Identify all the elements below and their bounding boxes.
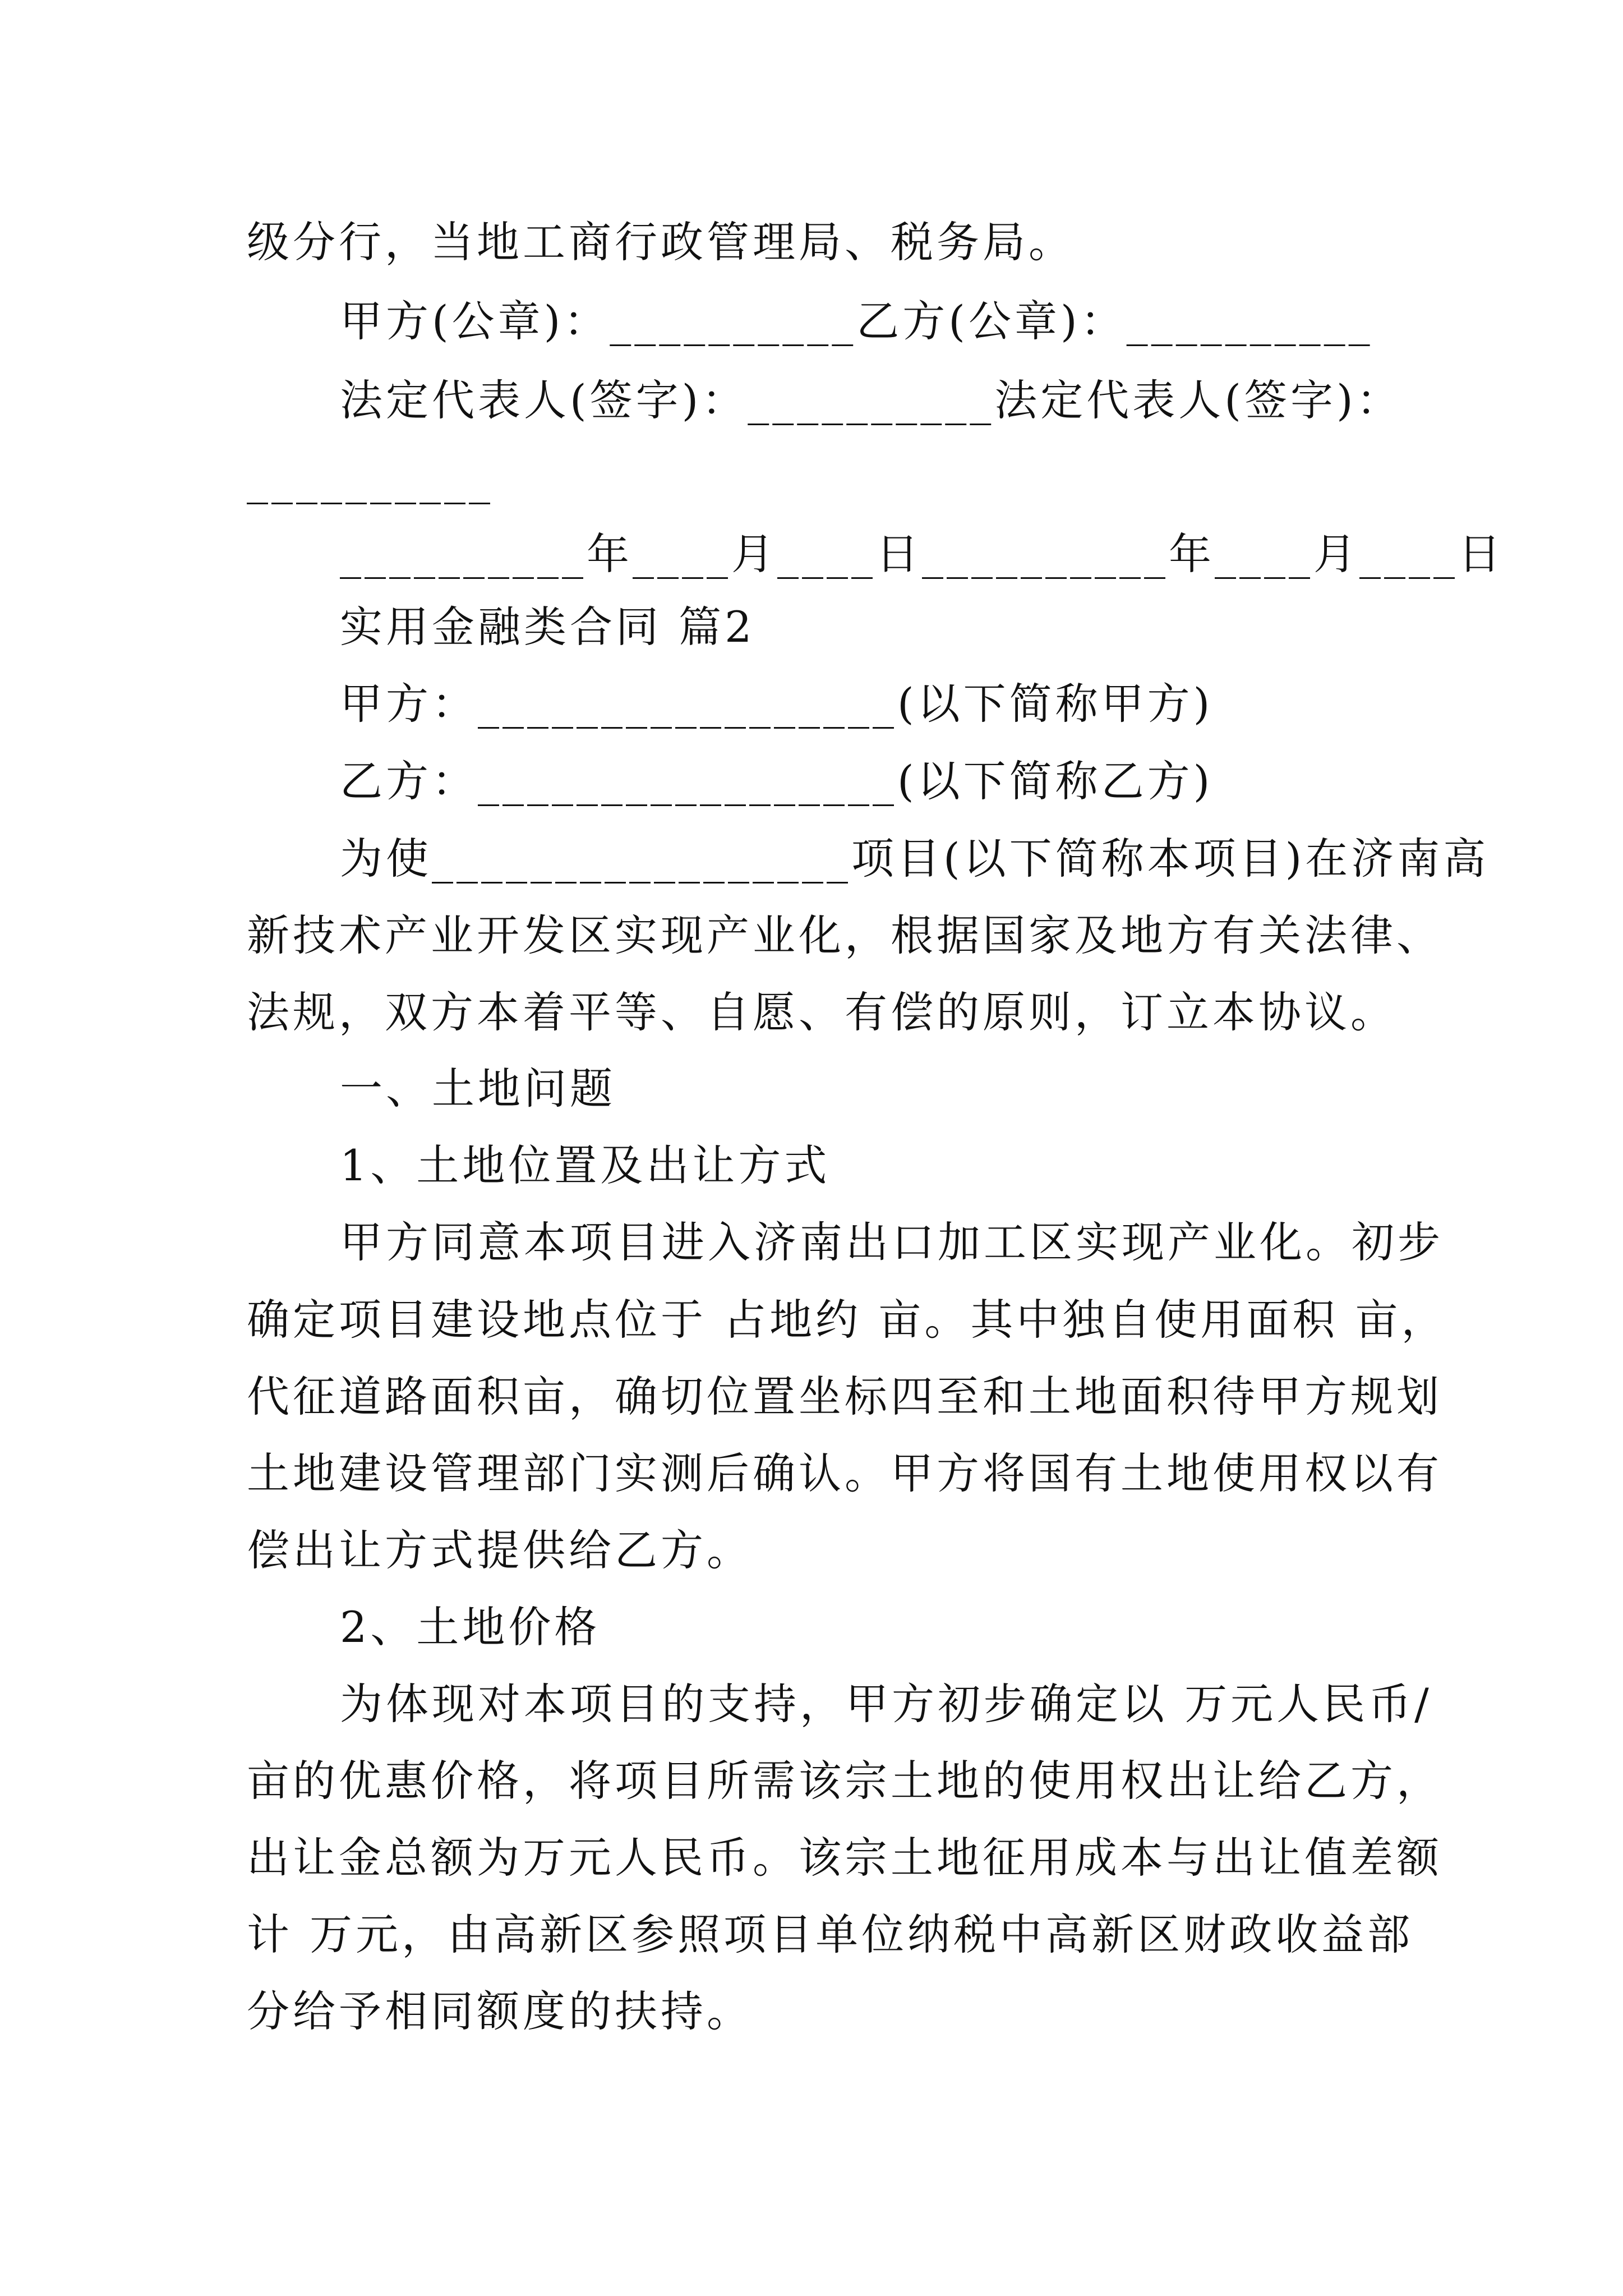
party-b-line: 乙方：_________________(以下简称乙方) <box>340 756 1214 806</box>
legal-rep-blank: __________ <box>247 454 494 504</box>
heading-land: 一、土地问题 <box>340 1064 616 1114</box>
party-a-line: 甲方：_________________(以下简称甲方) <box>340 679 1214 729</box>
paragraph-line: 甲方同意本项目进入济南出口加工区实现产业化。初步 <box>340 1217 1444 1267</box>
paragraph-line: 分给予相同额度的扶持。 <box>247 1986 753 2036</box>
paragraph-line: 代征道路面积亩，确切位置坐标四至和土地面积待甲方规划 <box>247 1372 1442 1421</box>
paragraph-line: 确定项目建设地点位于 占地约 亩。其中独自使用面积 亩， <box>247 1295 1447 1345</box>
paragraph-line: 为使_________________项目(以下简称本项目)在济南高 <box>340 834 1490 884</box>
text-line: 级分行，当地工商行政管理局、税务局。 <box>247 217 1075 267</box>
seal-line: 甲方(公章)：__________乙方(公章)：__________ <box>340 296 1373 346</box>
subheading: 2、土地价格 <box>340 1602 601 1652</box>
paragraph-line: 出让金总额为万元人民币。该宗土地征用成本与出让值差额 <box>247 1833 1442 1883</box>
legal-rep-line: 法定代表人(签字)：__________法定代表人(签字)： <box>340 375 1403 425</box>
paragraph-line: 偿出让方式提供给乙方。 <box>247 1525 753 1575</box>
paragraph-line: 法规，双方本着平等、自愿、有偿的原则，订立本协议。 <box>247 987 1396 1037</box>
paragraph-line: 土地建设管理部门实测后确认。甲方将国有土地使用权以有 <box>247 1448 1442 1498</box>
paragraph-line: 新技术产业开发区实现产业化，根据国家及地方有关法律、 <box>247 910 1442 960</box>
paragraph-line: 为体现对本项目的支持，甲方初步确定以 万元人民币/ <box>340 1679 1432 1729</box>
section-heading: 实用金融类合同 篇2 <box>340 602 755 652</box>
date-line: __________年____月____日__________年____月____日 <box>340 529 1504 579</box>
paragraph-line: 亩的优惠价格，将项目所需该宗土地的使用权出让给乙方， <box>247 1756 1442 1806</box>
paragraph-line: 计 万元，由高新区参照项目单位纳税中高新区财政收益部 <box>247 1910 1414 1959</box>
subheading: 1、土地位置及出让方式 <box>340 1140 831 1190</box>
